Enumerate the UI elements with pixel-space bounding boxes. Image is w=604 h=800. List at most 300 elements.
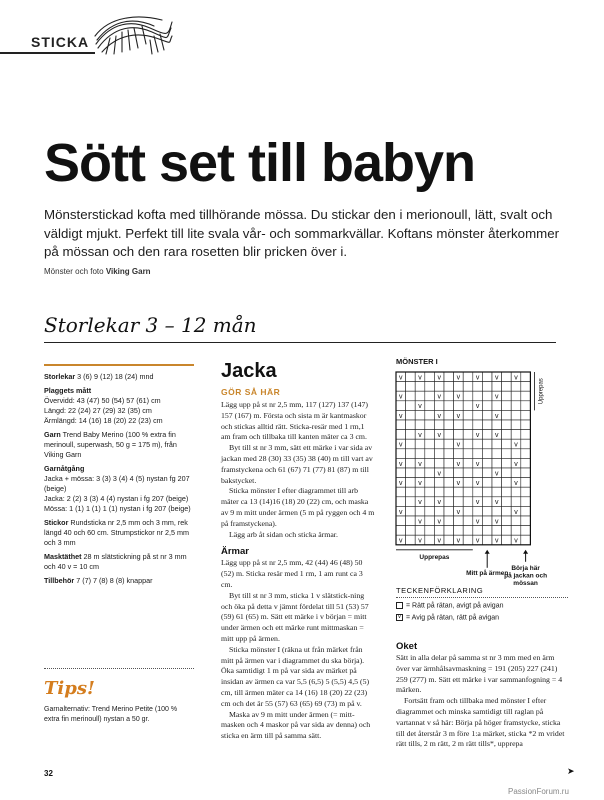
gauge-value: 28 m slätstickning på st nr 3 mm och 40 v = 10 cm bbox=[44, 552, 187, 571]
chart-mark: v bbox=[399, 508, 403, 516]
chart-cell bbox=[415, 420, 425, 430]
legend-title: TECKENFÖRKLARING bbox=[396, 586, 484, 595]
start-here-arrowhead bbox=[523, 550, 528, 554]
chart-mark: v bbox=[437, 537, 441, 545]
chart-mark: v bbox=[418, 518, 422, 526]
chart-cell bbox=[444, 458, 454, 468]
chart-cell bbox=[454, 487, 464, 497]
chart-cell bbox=[482, 410, 492, 420]
chart-cell bbox=[444, 410, 454, 420]
paragraph: Byt till st nr 3 mm, sticka 1 v slätstick-ning och öka på detta v jämnt fördelat till 51 (53) 57 (59) 61 (65) m. Sätt ett märke i v början = mitt under ärmen och ett märke runt mittmaskan = mitt upp på ärmen. bbox=[221, 590, 369, 643]
chart-mark: v bbox=[418, 460, 422, 468]
chart-cell bbox=[463, 430, 473, 440]
chart-cell bbox=[492, 458, 502, 468]
chart-cell bbox=[425, 516, 435, 526]
chart-mark: v bbox=[514, 441, 518, 449]
armar-heading: Ärmar bbox=[221, 546, 249, 558]
paragraph: Sticka mönster I efter diagrammet till arb mäter ca 13 (14)16 (18) 20 (22) cm, och maska av 9 m mitt under ärmen (5 m på ryggen och 4 m på framstyckena). bbox=[221, 486, 375, 528]
chart-cell bbox=[425, 497, 435, 507]
chart-mark: v bbox=[456, 441, 461, 449]
chart-cell bbox=[434, 458, 444, 468]
chart-cell bbox=[425, 382, 435, 392]
chart-cell bbox=[454, 526, 464, 536]
chart-cell bbox=[434, 478, 444, 488]
chart-mark: v bbox=[475, 518, 480, 526]
chart-cell bbox=[406, 391, 416, 401]
chart-cell bbox=[434, 449, 444, 459]
chart-cell bbox=[511, 487, 521, 497]
chart-mark: v bbox=[399, 537, 403, 545]
chart-cell bbox=[521, 468, 531, 478]
chart-cell bbox=[444, 391, 454, 401]
chart-cell bbox=[463, 382, 473, 392]
chart-mark: v bbox=[475, 374, 480, 382]
chart-mark: v bbox=[418, 432, 422, 439]
chart-cell bbox=[406, 439, 416, 449]
chart-mark: v bbox=[456, 460, 461, 468]
chart-cell bbox=[511, 430, 521, 440]
chart-cell bbox=[463, 478, 473, 488]
chart-mark: v bbox=[437, 432, 441, 439]
chart-cell bbox=[473, 468, 483, 478]
jacka-heading: Jacka bbox=[221, 360, 277, 382]
needles-label: Stickor bbox=[44, 518, 69, 527]
chart-cell bbox=[521, 535, 531, 545]
measurement-line: Längd: 22 (24) 27 (29) 32 (35) cm bbox=[44, 406, 152, 415]
chart-cell bbox=[463, 497, 473, 507]
jacka-body bbox=[221, 400, 376, 540]
yarn-amount-info bbox=[44, 464, 194, 514]
chart-cell bbox=[463, 487, 473, 497]
chart-block bbox=[396, 357, 568, 588]
chart-mark: v bbox=[399, 460, 403, 468]
chart-mark: v bbox=[437, 499, 441, 507]
paragraph: Lägg upp på st nr 2,5 mm, 117 (127) 137 (147) 157 (167) m. Första och sista m är kantmaskor och stickas alltid rätt. Sticka-resär med 1 rm,1 am fram och tillbaka till kanten mäter ca 3 cm. bbox=[221, 400, 368, 442]
yarn-info bbox=[44, 430, 194, 460]
knitting-chart bbox=[396, 368, 568, 587]
chart-mark: v bbox=[437, 393, 441, 401]
chart-cell bbox=[482, 458, 492, 468]
chart-cell bbox=[521, 382, 531, 392]
chart-cell bbox=[425, 526, 435, 536]
chart-cell bbox=[434, 401, 444, 411]
chart-cell bbox=[521, 526, 531, 536]
chart-cell bbox=[511, 497, 521, 507]
paragraph: Sätt in alla delar på samma st nr 3 mm med en ärm över var ärmhålsavmaskning = 191 (205) 227 (241) 259 (277) m. Sätt ett märke i var sammanfogning = 4 märken. bbox=[396, 653, 563, 695]
chart-cell bbox=[521, 401, 531, 411]
chart-cell bbox=[521, 430, 531, 440]
chart-cell bbox=[521, 516, 531, 526]
chart-cell bbox=[425, 468, 435, 478]
chart-cell bbox=[473, 420, 483, 430]
repeat-label-right: Upprepas bbox=[538, 378, 545, 405]
chart-cell bbox=[434, 506, 444, 516]
chart-cell bbox=[434, 526, 444, 536]
chart-cell bbox=[521, 439, 531, 449]
chart-cell bbox=[396, 468, 406, 478]
chart-mark: v bbox=[495, 470, 499, 478]
chart-cell bbox=[521, 458, 531, 468]
chart-cell bbox=[425, 439, 435, 449]
chart-cell bbox=[482, 449, 492, 459]
chart-cell bbox=[444, 449, 454, 459]
tips-heading: Tips! bbox=[44, 678, 95, 699]
chart-cell bbox=[511, 401, 521, 411]
sizes-heading: Storlekar 3 – 12 mån bbox=[44, 313, 257, 337]
paragraph: Lägg arb åt sidan och sticka ärmar. bbox=[229, 529, 338, 539]
chart-mark: v bbox=[475, 460, 480, 468]
oket-heading: Oket bbox=[396, 641, 418, 652]
chart-mark: v bbox=[399, 393, 403, 401]
paragraph: Maska av 9 m mitt under ärmen (= mitt-masken och 4 maskor på var sida av denna) och sticka en ärm till på samma sätt. bbox=[221, 709, 371, 741]
chart-cell bbox=[444, 372, 454, 382]
chart-cell bbox=[406, 449, 416, 459]
start-here-label: på jackan och bbox=[504, 572, 548, 580]
chart-cell bbox=[463, 372, 473, 382]
chart-cell bbox=[396, 430, 406, 440]
chart-cell bbox=[444, 526, 454, 536]
chart-cell bbox=[415, 449, 425, 459]
chart-cell bbox=[454, 420, 464, 430]
chart-cell bbox=[425, 478, 435, 488]
chart-cell bbox=[463, 401, 473, 411]
chart-cell bbox=[473, 391, 483, 401]
notions-value: 7 (7) 7 (8) 8 (8) knappar bbox=[74, 576, 153, 585]
chart-cell bbox=[444, 497, 454, 507]
chart-cell bbox=[521, 372, 531, 382]
v-square-icon: v bbox=[398, 614, 401, 620]
chart-cell bbox=[396, 401, 406, 411]
chart-cell bbox=[425, 487, 435, 497]
chart-mark: v bbox=[495, 537, 499, 545]
chart-cell bbox=[502, 430, 512, 440]
chart-cell bbox=[415, 410, 425, 420]
chart-cell bbox=[425, 410, 435, 420]
gauge-label: Masktäthet bbox=[44, 552, 82, 561]
chart-cell bbox=[396, 526, 406, 536]
chart-cell bbox=[502, 516, 512, 526]
chart-cell bbox=[511, 391, 521, 401]
chart-cell bbox=[425, 535, 435, 545]
chart-mark: v bbox=[437, 374, 441, 382]
chart-cell bbox=[502, 420, 512, 430]
chart-cell bbox=[425, 401, 435, 411]
chart-mark: v bbox=[514, 374, 518, 382]
chart-mark: v bbox=[475, 403, 480, 411]
chart-mark: v bbox=[418, 480, 422, 487]
chart-cell bbox=[473, 506, 483, 516]
notions-info bbox=[44, 576, 194, 586]
chart-cell bbox=[502, 410, 512, 420]
chart-cell bbox=[444, 420, 454, 430]
chart-cell bbox=[406, 382, 416, 392]
lead-paragraph: Mönsterstickad kofta med tillhörande mössa. Du stickar den i merionoull, lätt, svalt och väldigt mjukt. Perfekt till lite svala vår- och sommarkvällar. Koftans mönster återkommer på mössan och den rara rosetten blir pricken över i. bbox=[44, 207, 560, 259]
chart-cell bbox=[463, 449, 473, 459]
chart-cell bbox=[511, 516, 521, 526]
sizes-info bbox=[44, 372, 194, 382]
chart-cell bbox=[473, 382, 483, 392]
chart-cell bbox=[502, 382, 512, 392]
chart-mark: v bbox=[399, 412, 403, 420]
chart-cell bbox=[434, 420, 444, 430]
chart-cell bbox=[406, 516, 416, 526]
chart-cell bbox=[521, 506, 531, 516]
chart-mark: v bbox=[495, 412, 499, 420]
chart-mark: v bbox=[418, 499, 422, 507]
oket-section bbox=[396, 635, 568, 750]
chart-cell bbox=[482, 535, 492, 545]
chart-cell bbox=[521, 410, 531, 420]
chart-cell bbox=[444, 506, 454, 516]
paragraph: Byt till st nr 3 mm, sätt ett märke i var sida av jackan med 28 (30) 33 (35) 38 (40) m till vart av framstyckena och 61 (67) 71 (77) 81 (87) m till bakstycket. bbox=[221, 443, 373, 485]
yarn-amount-label: Garnåtgång bbox=[44, 464, 85, 473]
chart-cell bbox=[406, 478, 416, 488]
chart-mark: v bbox=[495, 374, 499, 382]
continue-arrow-icon: ➤ bbox=[567, 766, 575, 776]
chart-mark: v bbox=[475, 480, 480, 487]
chart-mark: v bbox=[495, 432, 499, 439]
chart-cell bbox=[482, 478, 492, 488]
chart-cell bbox=[502, 497, 512, 507]
chart-mark: v bbox=[514, 480, 518, 487]
sleeve-center-arrowhead bbox=[485, 550, 490, 554]
chart-cell bbox=[502, 526, 512, 536]
chart-mark: v bbox=[418, 537, 422, 545]
chart-cell bbox=[463, 410, 473, 420]
chart-mark: v bbox=[418, 374, 422, 382]
paragraph: Lägg upp på st nr 2,5 mm, 42 (44) 46 (48) 50 (52) m. Sticka resär med 1 rm, 1 am runt ca 3 cm. bbox=[221, 558, 363, 589]
chart-label: MÖNSTER I bbox=[396, 357, 438, 366]
chart-cell bbox=[482, 391, 492, 401]
chart-cell bbox=[396, 487, 406, 497]
chart-cell bbox=[463, 526, 473, 536]
chart-cell bbox=[492, 401, 502, 411]
chart-mark: v bbox=[495, 499, 499, 507]
chart-cell bbox=[482, 487, 492, 497]
chart-cell bbox=[396, 449, 406, 459]
chart-cell bbox=[396, 420, 406, 430]
chart-cell bbox=[463, 535, 473, 545]
chart-cell bbox=[482, 382, 492, 392]
chart-cell bbox=[482, 401, 492, 411]
chart-cell bbox=[502, 372, 512, 382]
page-title: Sött set till babyn bbox=[44, 133, 476, 193]
chart-cell bbox=[406, 410, 416, 420]
legend-text: = Rätt på rätan, avigt på avigan bbox=[406, 602, 504, 610]
chart-mark: v bbox=[475, 537, 480, 545]
chart-cell bbox=[415, 468, 425, 478]
chart-mark: v bbox=[456, 480, 461, 487]
article-column-middle bbox=[221, 360, 376, 742]
chart-cell bbox=[406, 487, 416, 497]
chart-cell bbox=[454, 382, 464, 392]
chart-cell bbox=[492, 382, 502, 392]
chart-cell bbox=[463, 458, 473, 468]
chart-cell bbox=[482, 430, 492, 440]
chart-cell bbox=[415, 487, 425, 497]
measurements-info bbox=[44, 386, 194, 426]
chart-cell bbox=[502, 468, 512, 478]
chart-cell bbox=[406, 372, 416, 382]
chart-mark: v bbox=[437, 412, 441, 420]
measurement-line: Övervidd: 43 (47) 50 (54) 57 (61) cm bbox=[44, 396, 161, 405]
chart-cell bbox=[511, 468, 521, 478]
legend-item-purl bbox=[396, 614, 499, 621]
oket-body bbox=[396, 653, 568, 750]
chart-cell bbox=[406, 526, 416, 536]
chart-cell bbox=[415, 382, 425, 392]
sizes-divider bbox=[44, 342, 556, 343]
chart-mark: v bbox=[475, 432, 480, 439]
chart-cell bbox=[444, 478, 454, 488]
chart-cell bbox=[454, 468, 464, 478]
chart-cell bbox=[463, 391, 473, 401]
yarn-amount-line: Jacka + mössa: 3 (3) 3 (4) 4 (5) nystan fg 207 (beige) bbox=[44, 474, 190, 493]
repeat-label-bottom: Upprepas bbox=[419, 553, 450, 561]
chart-mark: v bbox=[475, 499, 480, 507]
chart-mark: v bbox=[514, 460, 518, 468]
credit-prefix: Mönster och foto bbox=[44, 267, 106, 276]
chart-cell bbox=[511, 420, 521, 430]
gauge-info bbox=[44, 552, 194, 572]
chart-cell bbox=[444, 382, 454, 392]
chart-cell bbox=[406, 506, 416, 516]
chart-cell bbox=[444, 516, 454, 526]
chart-cell bbox=[406, 468, 416, 478]
chart-cell bbox=[492, 526, 502, 536]
chart-cell bbox=[492, 478, 502, 488]
paragraph: Fortsätt fram och tillbaka med mönster I efter diagrammet och minska samtidigt till raglan på vartannat v så här: Börja på höger framstycke, sticka till det återstår 3 m före 1:a märket, sticka *2 m vridet rätt tills, 2 m rätt, 2 m rätt tills*, upprepa bbox=[396, 696, 565, 749]
chart-cell bbox=[415, 391, 425, 401]
chart-cell bbox=[434, 382, 444, 392]
chart-cell bbox=[521, 449, 531, 459]
chart-cell bbox=[511, 410, 521, 420]
legend-item-knit bbox=[396, 602, 503, 609]
chart-mark: v bbox=[456, 393, 461, 401]
chart-cell bbox=[521, 497, 531, 507]
chart-cell bbox=[502, 449, 512, 459]
chart-cell bbox=[511, 449, 521, 459]
chart-cell bbox=[406, 401, 416, 411]
chart-mark: v bbox=[456, 508, 461, 516]
chart-cell bbox=[463, 506, 473, 516]
measurement-line: Ärmlängd: 14 (16) 18 (20) 22 (23) cm bbox=[44, 416, 163, 425]
yarn-skein-icon bbox=[92, 14, 174, 56]
chart-cell bbox=[473, 487, 483, 497]
chart-cell bbox=[502, 506, 512, 516]
chart-cell bbox=[415, 526, 425, 536]
chart-mark: v bbox=[514, 508, 518, 516]
chart-cell bbox=[492, 449, 502, 459]
yarn-label: Garn bbox=[44, 430, 61, 439]
chart-mark: v bbox=[514, 537, 518, 545]
chart-cell bbox=[444, 430, 454, 440]
chart-cell bbox=[425, 506, 435, 516]
materials-sidebar bbox=[44, 364, 194, 590]
chart-cell bbox=[434, 487, 444, 497]
chart-cell bbox=[463, 439, 473, 449]
chart-cell bbox=[492, 487, 502, 497]
chart-cell bbox=[396, 516, 406, 526]
chart-mark: v bbox=[495, 518, 499, 526]
chart-mark: v bbox=[399, 374, 403, 382]
chart-cell bbox=[521, 478, 531, 488]
chart-cell bbox=[502, 439, 512, 449]
chart-cell bbox=[444, 401, 454, 411]
chart-cell bbox=[482, 439, 492, 449]
chart-cell bbox=[454, 449, 464, 459]
chart-cell bbox=[482, 506, 492, 516]
notions-label: Tillbehör bbox=[44, 576, 75, 585]
chart-cell bbox=[502, 478, 512, 488]
chart-cell bbox=[511, 382, 521, 392]
chart-cell bbox=[521, 487, 531, 497]
chart-cell bbox=[492, 420, 502, 430]
chart-cell bbox=[521, 420, 531, 430]
chart-cell bbox=[502, 487, 512, 497]
start-here-label: Börja här bbox=[511, 564, 540, 572]
chart-cell bbox=[406, 430, 416, 440]
chart-cell bbox=[406, 535, 416, 545]
chart-cell bbox=[425, 430, 435, 440]
chart-cell bbox=[482, 372, 492, 382]
chart-cell bbox=[415, 506, 425, 516]
chart-cell bbox=[396, 497, 406, 507]
chart-cell bbox=[502, 458, 512, 468]
chart-cell bbox=[502, 391, 512, 401]
chart-mark: v bbox=[456, 412, 461, 420]
chart-cell bbox=[406, 497, 416, 507]
chart-cell bbox=[425, 420, 435, 430]
empty-square-icon bbox=[396, 602, 403, 609]
measurements-label: Plaggets mått bbox=[44, 386, 92, 395]
legend-divider bbox=[396, 597, 568, 598]
chart-cell bbox=[492, 439, 502, 449]
chart-cell bbox=[482, 526, 492, 536]
tips-text: Garnalternativ: Trend Merino Petite (100 % extra fin merinoull) nystan a 50 gr. bbox=[44, 706, 178, 723]
chart-mark: v bbox=[399, 480, 403, 487]
chart-cell bbox=[473, 439, 483, 449]
section-tag-rule bbox=[0, 52, 95, 54]
chart-cell bbox=[482, 516, 492, 526]
chart-cell bbox=[502, 535, 512, 545]
chart-cell bbox=[463, 468, 473, 478]
chart-cell bbox=[511, 526, 521, 536]
tips-divider bbox=[44, 668, 194, 669]
chart-cell bbox=[473, 526, 483, 536]
chart-cell bbox=[444, 439, 454, 449]
needles-info bbox=[44, 518, 194, 548]
sizes-label: Storlekar bbox=[44, 372, 76, 381]
chart-cell bbox=[425, 449, 435, 459]
armar-body bbox=[221, 558, 376, 742]
sizes-value: 3 (6) 9 (12) 18 (24) mnd bbox=[75, 372, 154, 381]
sleeve-center-label: Mitt på ärmen bbox=[466, 569, 509, 577]
chart-cell bbox=[492, 506, 502, 516]
chart-cell bbox=[482, 420, 492, 430]
chart-cell bbox=[463, 420, 473, 430]
watermark: PassionForum.ru bbox=[508, 787, 569, 796]
chart-cell bbox=[425, 372, 435, 382]
chart-cell bbox=[521, 391, 531, 401]
page-number: 32 bbox=[44, 769, 53, 778]
chart-cell bbox=[396, 382, 406, 392]
needles-value: Rundsticka nr 2,5 mm och 3 mm, rek längd 40 och 60 cm. Strumpstickor nr 2,5 mm och 3 mm bbox=[44, 518, 190, 547]
start-here-label: mössan bbox=[513, 579, 538, 587]
chart-cell bbox=[463, 516, 473, 526]
chart-cell bbox=[454, 516, 464, 526]
chart-cell bbox=[444, 487, 454, 497]
